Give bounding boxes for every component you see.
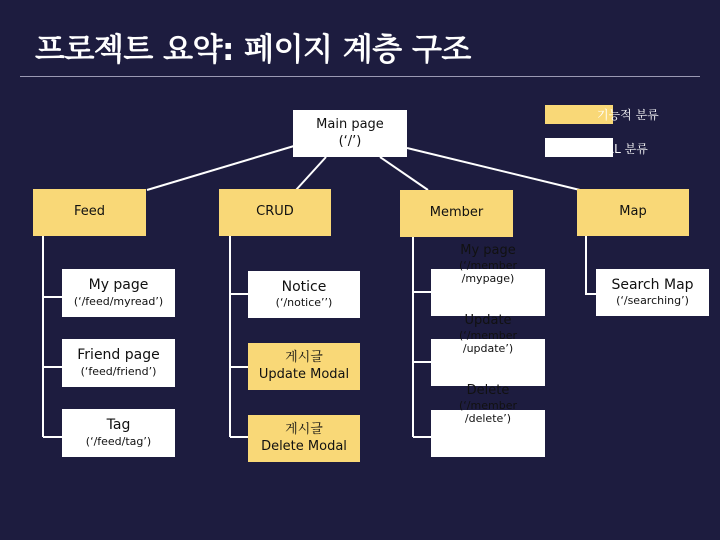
category-crud-label: CRUD bbox=[256, 204, 294, 220]
legend-url-label: URL 분류 bbox=[597, 142, 648, 156]
node-main-page-path: (‘/’) bbox=[338, 133, 362, 149]
member-item-update-label: Update bbox=[464, 313, 512, 328]
map-item-search-label: Search Map bbox=[611, 276, 694, 293]
category-feed-label: Feed bbox=[73, 204, 105, 220]
crud-item-update-line1: 게시글 bbox=[285, 350, 323, 366]
feed-item-mypage-label: My page bbox=[88, 277, 149, 294]
crud-item-delete-modal bbox=[248, 415, 360, 462]
member-item-delete-path1: (‘/member bbox=[459, 398, 517, 412]
crud-item-notice-label: Notice bbox=[281, 278, 327, 295]
crud-item-update-modal bbox=[248, 343, 360, 390]
member-item-mypage-label: My page bbox=[460, 243, 516, 258]
member-item-mypage-path1: (‘/member bbox=[459, 258, 517, 272]
category-map bbox=[577, 189, 689, 236]
crud-item-update-line2: Update Modal bbox=[258, 366, 350, 382]
crud-item-delete-line1: 게시글 bbox=[285, 422, 323, 438]
map-item-search bbox=[596, 269, 709, 316]
member-item-update bbox=[431, 313, 545, 355]
node-main-page-label: Main page bbox=[316, 117, 384, 133]
member-item-mypage-path2: /mypage) bbox=[461, 271, 515, 285]
feed-item-tag-label: Tag bbox=[106, 417, 131, 434]
feed-item-mypage-path: (‘/feed/myread’) bbox=[73, 294, 164, 308]
crud-item-delete-line2: Delete Modal bbox=[261, 438, 347, 454]
member-item-delete bbox=[431, 383, 545, 425]
map-item-search-path: (‘/searching’) bbox=[616, 294, 689, 308]
edge-root-crud bbox=[296, 157, 326, 190]
member-item-mypage bbox=[431, 243, 545, 285]
feed-item-friend-label: Friend page bbox=[77, 347, 160, 364]
feed-item-friend-path: (‘feed/friend’) bbox=[80, 364, 157, 378]
member-item-update-path1: (‘/member bbox=[459, 328, 517, 342]
feed-item-mypage bbox=[62, 269, 175, 317]
category-feed bbox=[33, 189, 146, 236]
member-item-delete-path2: /delete’) bbox=[464, 411, 512, 425]
legend-functional-label: 기능적 분류 bbox=[597, 108, 659, 122]
member-item-delete-label: Delete bbox=[466, 383, 510, 398]
node-main-page bbox=[293, 110, 407, 157]
category-member-label: Member bbox=[429, 205, 484, 221]
feed-item-friend bbox=[62, 339, 175, 387]
feed-item-tag bbox=[62, 409, 175, 457]
edge-root-feed bbox=[147, 146, 294, 190]
edge-root-member bbox=[380, 157, 428, 190]
category-map-label: Map bbox=[619, 204, 647, 220]
crud-item-notice bbox=[248, 271, 360, 318]
edge-map-tree bbox=[586, 236, 596, 294]
feed-item-tag-path: (‘/feed/tag’) bbox=[85, 434, 152, 448]
category-crud bbox=[219, 189, 331, 236]
crud-item-notice-path: (‘/notice’’) bbox=[275, 296, 333, 310]
category-member bbox=[400, 190, 513, 237]
page-title: 프로젝트 요약: 페이지 계층 구조 bbox=[35, 32, 471, 68]
member-item-update-path2: /update’) bbox=[462, 341, 514, 355]
